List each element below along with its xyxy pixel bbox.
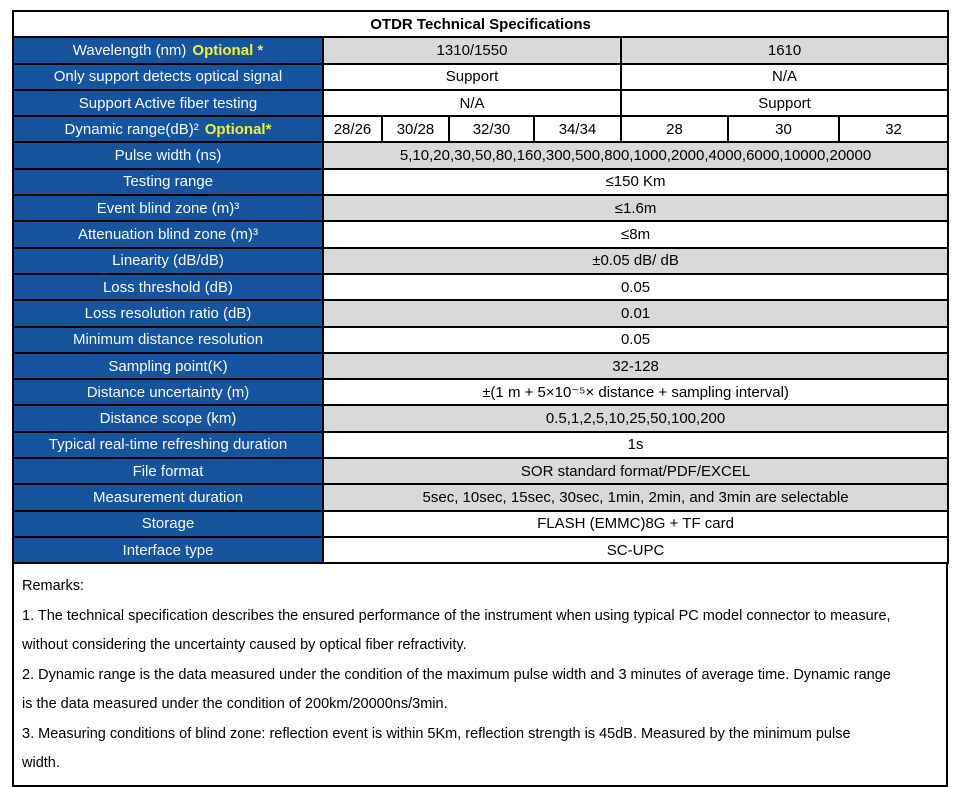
distance-scope-row [13, 405, 948, 431]
wavelength-value-1310-1550: 1310/1550 [323, 37, 621, 63]
file-format-row [13, 458, 948, 484]
active-fiber-value-1: N/A [323, 90, 621, 116]
testing-range-row [13, 169, 948, 195]
distance-uncertainty-label: Distance uncertainty (m) [13, 379, 323, 405]
active-fiber-label: Support Active fiber testing [13, 90, 323, 116]
measurement-duration-value: 5sec, 10sec, 15sec, 30sec, 1min, 2min, and 3min are selectable [323, 484, 948, 510]
file-format-label: File format [13, 458, 323, 484]
linearity-row [13, 248, 948, 274]
measurement-duration-label: Measurement duration [13, 484, 323, 510]
loss-threshold-label: Loss threshold (dB) [13, 274, 323, 300]
event-blind-zone-label: Event blind zone (m)³ [13, 195, 323, 221]
active-fiber-row [13, 90, 948, 116]
attenuation-blind-zone-label: Attenuation blind zone (m)³ [13, 221, 323, 247]
remark-2-line-2: is the data measured under the condition of 200km/20000ns/3min. [22, 696, 448, 713]
dynamic-range-row [13, 116, 948, 142]
title-row [13, 11, 948, 37]
dynamic-range-optional-flag: Optional* [204, 120, 272, 138]
distance-uncertainty-value: ±(1 m + 5×10⁻⁵× distance + sampling interval) [323, 379, 948, 405]
file-format-value: SOR standard format/PDF/EXCEL [323, 458, 948, 484]
pulse-width-row [13, 142, 948, 168]
remarks-heading: Remarks: [22, 578, 85, 595]
remark-1-line-1: 1. The technical specification describes the ensured performance of the instrument when using typical PC model connector to measure, [22, 607, 891, 624]
wavelength-value-1610: 1610 [621, 37, 948, 63]
refresh-duration-row [13, 432, 948, 458]
attenuation-blind-zone-row [13, 221, 948, 247]
dynamic-range-value-2: 32/30 [449, 116, 534, 142]
min-distance-resolution-row [13, 327, 948, 353]
table-title: OTDR Technical Specifications [13, 11, 948, 37]
event-blind-zone-value: ≤1.6m [323, 195, 948, 221]
pulse-width-value: 5,10,20,30,50,80,160,300,500,800,1000,2000,4000,6000,10000,20000 [323, 142, 948, 168]
remark-3-line-1: 3. Measuring conditions of blind zone: reflection event is within 5Km, reflection strength is 45dB. Measured by the minimum pulse [22, 725, 851, 742]
detect-signal-value-2: N/A [621, 64, 948, 90]
otdr-spec-table [12, 10, 949, 564]
testing-range-value: ≤150 Km [323, 169, 948, 195]
linearity-label: Linearity (dB/dB) [13, 248, 323, 274]
dynamic-range-value-5: 30 [728, 116, 839, 142]
detect-signal-value-1: Support [323, 64, 621, 90]
event-blind-zone-row [13, 195, 948, 221]
distance-uncertainty-row [13, 379, 948, 405]
min-distance-resolution-value: 0.05 [323, 327, 948, 353]
loss-resolution-value: 0.01 [323, 300, 948, 326]
wavelength-optional-flag: Optional * [192, 41, 264, 59]
loss-resolution-row [13, 300, 948, 326]
active-fiber-value-2: Support [621, 90, 948, 116]
remark-1-line-2: without considering the uncertainty caused by optical fiber refractivity. [22, 637, 467, 654]
storage-row [13, 511, 948, 537]
dynamic-range-value-4: 28 [621, 116, 728, 142]
dynamic-range-value-3: 34/34 [534, 116, 621, 142]
measurement-duration-row [13, 484, 948, 510]
dynamic-range-label: Dynamic range(dB)² [64, 120, 199, 138]
interface-type-row [13, 537, 948, 563]
interface-type-value: SC-UPC [323, 537, 948, 563]
testing-range-label: Testing range [13, 169, 323, 195]
distance-scope-value: 0.5,1,2,5,10,25,50,100,200 [323, 405, 948, 431]
min-distance-resolution-label: Minimum distance resolution [13, 327, 323, 353]
distance-scope-label: Distance scope (km) [13, 405, 323, 431]
wavelength-row [13, 37, 948, 63]
dynamic-range-value-1: 30/28 [382, 116, 449, 142]
dynamic-range-value-6: 32 [839, 116, 948, 142]
attenuation-blind-zone-value: ≤8m [323, 221, 948, 247]
linearity-value: ±0.05 dB/ dB [323, 248, 948, 274]
wavelength-label: Wavelength (nm) [72, 41, 187, 59]
detect-signal-label: Only support detects optical signal [13, 64, 323, 90]
storage-value: FLASH (EMMC)8G + TF card [323, 511, 948, 537]
loss-threshold-value: 0.05 [323, 274, 948, 300]
wavelength-label-cell [13, 37, 323, 63]
loss-threshold-row [13, 274, 948, 300]
pulse-width-label: Pulse width (ns) [13, 142, 323, 168]
sampling-point-row [13, 353, 948, 379]
remarks-section [12, 564, 948, 787]
interface-type-label: Interface type [13, 537, 323, 563]
loss-resolution-label: Loss resolution ratio (dB) [13, 300, 323, 326]
remark-2-line-1: 2. Dynamic range is the data measured under the condition of the maximum pulse width and 3 minutes of average time. Dynamic range [22, 666, 891, 683]
refresh-duration-label: Typical real-time refreshing duration [13, 432, 323, 458]
remark-3-line-2: width. [22, 755, 60, 772]
sampling-point-value: 32-128 [323, 353, 948, 379]
refresh-duration-value: 1s [323, 432, 948, 458]
dynamic-range-value-0: 28/26 [323, 116, 382, 142]
detect-signal-row [13, 64, 948, 90]
storage-label: Storage [13, 511, 323, 537]
dynamic-range-label-cell [13, 116, 323, 142]
sampling-point-label: Sampling point(K) [13, 353, 323, 379]
